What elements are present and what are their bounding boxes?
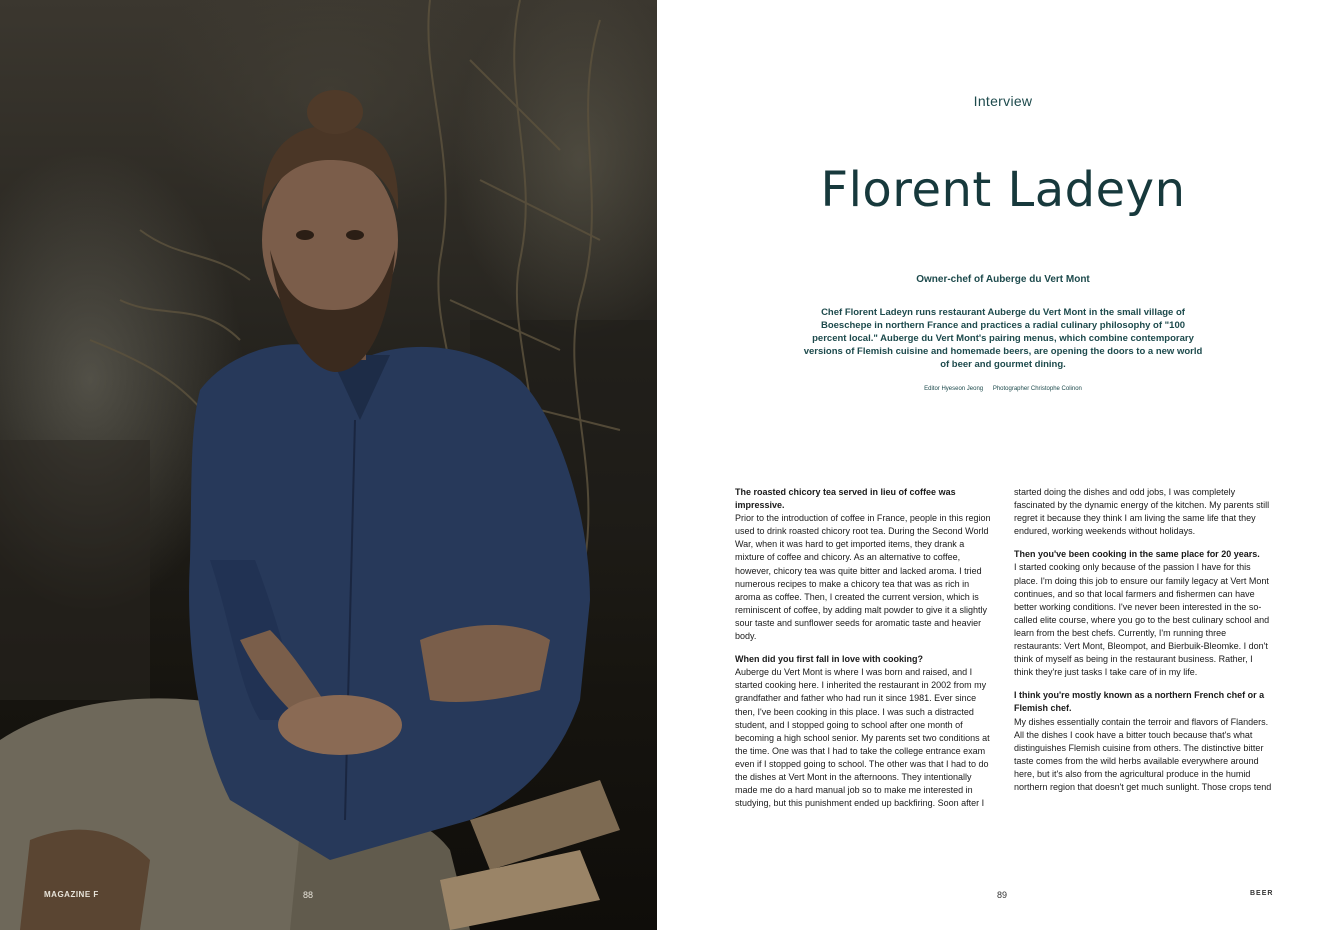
question: The roasted chicory tea served in lieu of coffee was impressive. <box>735 487 956 511</box>
question: Then you've been cooking in the same place for 20 years. <box>1014 549 1260 560</box>
answer: started doing the dishes and odd jobs, I was completely fascinated by the dynamic energy of the kitchen. My parents still regret it because they think I am living the same life that they endured, working weekends without holidays. <box>1014 487 1270 537</box>
magazine-folio: MAGAZINE F <box>44 890 99 899</box>
photographer-credit: Photographer Christophe Colinon <box>992 386 1082 392</box>
hair-bun <box>307 90 363 134</box>
section-label: Interview <box>973 93 1033 109</box>
text-column-2 <box>1014 486 1272 804</box>
answer: My dishes essentially contain the terroir and flavors of Flanders. All the dishes I cook have a bitter touch because that's what distinguishes Flemish cuisine from others. The distinctive bitter taste comes from the wild herbs available everywhere around here, but it's also from the agricultural produce in the humid northern region that doesn't get much sunlight. Those crops tend <box>1014 716 1272 792</box>
right-forearm <box>420 625 550 702</box>
answer: I started cooking only because of the passion I have for this place. I'm doing this job to ensure our family legacy at Vert Mont continues, and so that local farmers and fishermen can have better working conditions. I've never been interested in the so-called elite course, where you go to the best culinary school and learn from the best chefs. Currently, I'm running three restaurants: Vert Mont, Bleompot, and Bierbuik-Bleomke. I don't think of myself as being in the restaurant business. Rather, I think they're just tasks I take care of in my life. <box>1014 562 1270 678</box>
stone-wall-patch <box>0 440 150 700</box>
wooden-plank <box>440 850 600 930</box>
left-eye <box>296 230 314 240</box>
question: I think you're mostly known as a northern French chef or a Flemish chef. <box>1014 690 1265 714</box>
article-page <box>657 0 1318 930</box>
standfirst: Chef Florent Ladeyn runs restaurant Auberge du Vert Mont in the small village of Boeschepe in northern France and practices a radial culinary philosophy of "100 percent local." Auberge du Vert Mont's pairing menus, which combine contemporary versions of Flemish cuisine and homemade beers, are opening the doors to a new world of beer and gourmet dining. <box>803 307 1203 370</box>
answer: Prior to the introduction of coffee in France, people in this region used to drink roasted chicory root tea. During the Second World War, when it was hard to get imported items, they drank a mixture of coffee and chicory. As an alternative to coffee, however, chicory tea was quite bitter and lacked aroma. I tried numerous recipes to make a chicory tea that was as rich in aroma as coffee. Then, I created the current version, which is reminiscent of coffee, by adding malt powder to give it a slightly sour taste and sunflower seeds for aromatic taste and heavier body. <box>735 513 991 642</box>
section-folio: BEER <box>1250 890 1274 897</box>
clasped-hands <box>278 695 402 755</box>
article-title: Florent Ladeyn <box>820 162 1186 218</box>
article-subtitle: Owner-chef of Auberge du Vert Mont <box>916 274 1090 285</box>
question: When did you first fall in love with cooking? <box>735 654 924 665</box>
editor-credit: Editor Hyeseon Jeong <box>924 386 984 392</box>
page-number-left: 88 <box>303 890 314 900</box>
page-number-right: 89 <box>997 890 1008 900</box>
right-eye <box>346 230 364 240</box>
credits <box>657 386 1318 392</box>
text-column-1 <box>735 486 993 820</box>
answer: Auberge du Vert Mont is where I was born and raised, and I started cooking here. I inherited the restaurant in 2002 from my grandfather and father who had run it since 1981. Ever since then, I've been cooking in this place. I was such a distracted student, and I stopped going to school after one month of becoming a high school senior. My parents set two conditions at the time. One was that I had to take the college entrance exam even if I stopped going to school. The other was that I had to do the dishes at Vert Mont in the afternoons. They intentionally made me do a hard manual job so to make me interested in studying, but this punishment ended up backfiring. Soon after I <box>735 667 990 809</box>
portrait-photo <box>0 0 657 930</box>
portrait-illustration <box>0 0 657 930</box>
wooden-stool <box>20 830 150 930</box>
